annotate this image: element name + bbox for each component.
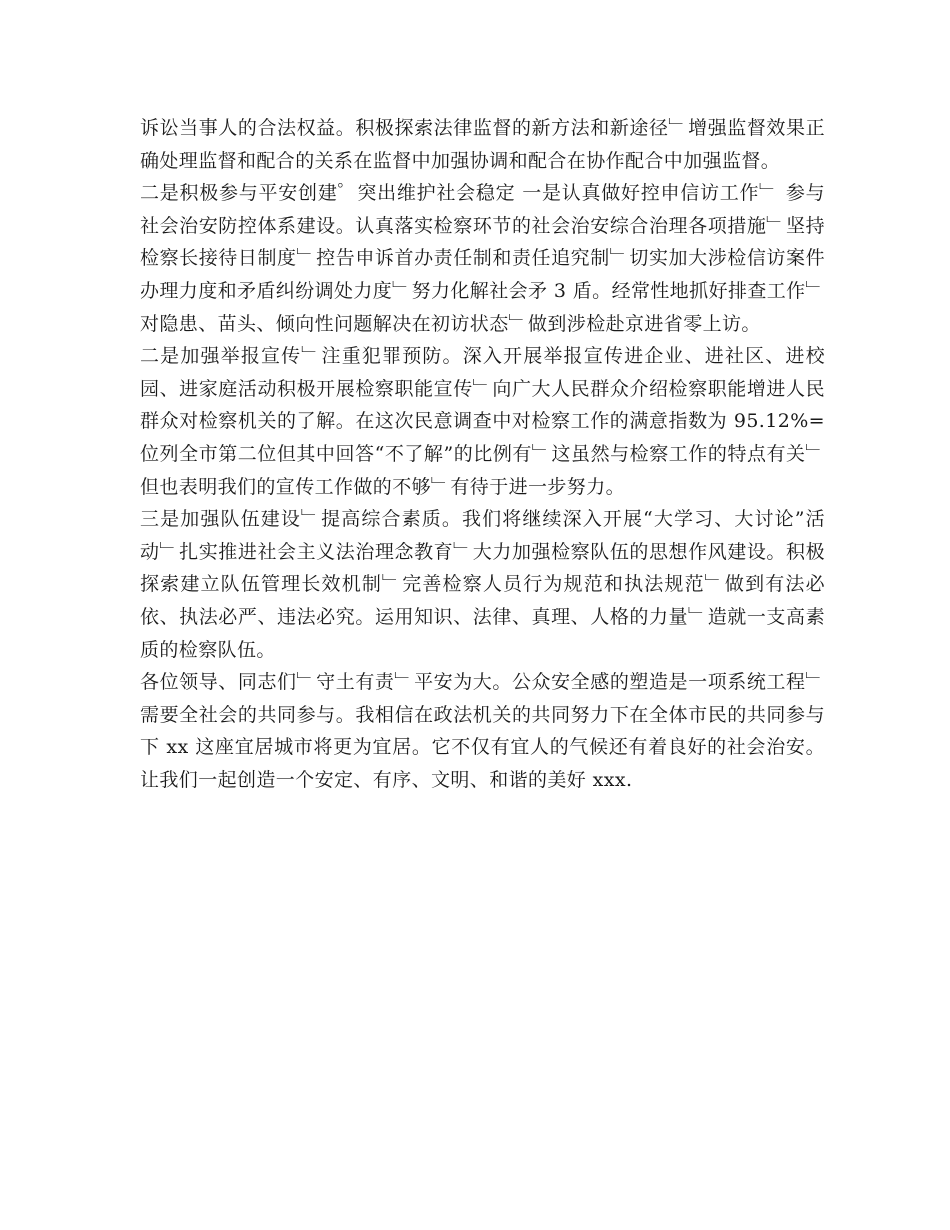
- paragraph-1: 诉讼当事人的合法权益。积极探索法律监督的新方法和新途径﹂增强监督效果正确处理监督和配合的关系在监督中加强协调和配合在协作配合中加强监督。: [140, 117, 825, 172]
- document-page: [140, 112, 825, 796]
- paragraph-4: 三是加强队伍建设﹂提高综合素质。我们将继续深入开展“大学习、大讨论”活动﹂扎实推进社会主义法治理念教育﹂大力加强检察队伍的思想作风建设。积极探索建立队伍管理长效机制﹂完善检察人员行为规范和执法规范﹂做到有法必依、执法必严、违法必究。运用知识、法律、真理、人格的力量﹂造就一支高素质的检察队伍。: [140, 508, 825, 661]
- paragraph-3: 二是加强举报宣传﹂注重犯罪预防。深入开展举报宣传进企业、进社区、进校园、进家庭活动积极开展检察职能宣传﹂向广大人民群众介绍检察职能增进人民群众对检察机关的了解。在这次民意调查中对检察工作的满意指数为 95.12%=位列全市第二位但其中回答“不了解”的比例有﹂这虽然与检察工作的特点有关﹂但也表明我们的宣传工作做的不够﹂有待于进一步努力。: [140, 345, 825, 498]
- paragraph-2: 二是积极参与平安创建゜突出维护社会稳定 一是认真做好控申信访工作﹂ 参与社会治安防控体系建设。认真落实检察环节的社会治安综合治理各项措施﹂坚持检察长接待日制度﹂控告申诉首办责任制和责任追究制﹂切实加大涉检信访案件办理力度和矛盾纠纷调处力度﹂努力化解社会矛 3 盾。经常性地抓好排查工作﹂对隐患、苗头、倾向性问题解决在初访状态﹂做到涉检赴京进省零上访。: [140, 182, 825, 335]
- paragraph-5: 各位领导、同志们﹂守土有责﹂平安为大。公众安全感的塑造是一项系统工程﹂需要全社会的共同参与。我相信在政法机关的共同努力下在全体市民的共同参与下 xx 这座宜居城市将更为宜居。它不仅有宜人的气候还有着良好的社会治安。让我们一起创造一个安定、有序、文明、和谐的美好 xxx.: [140, 671, 825, 791]
